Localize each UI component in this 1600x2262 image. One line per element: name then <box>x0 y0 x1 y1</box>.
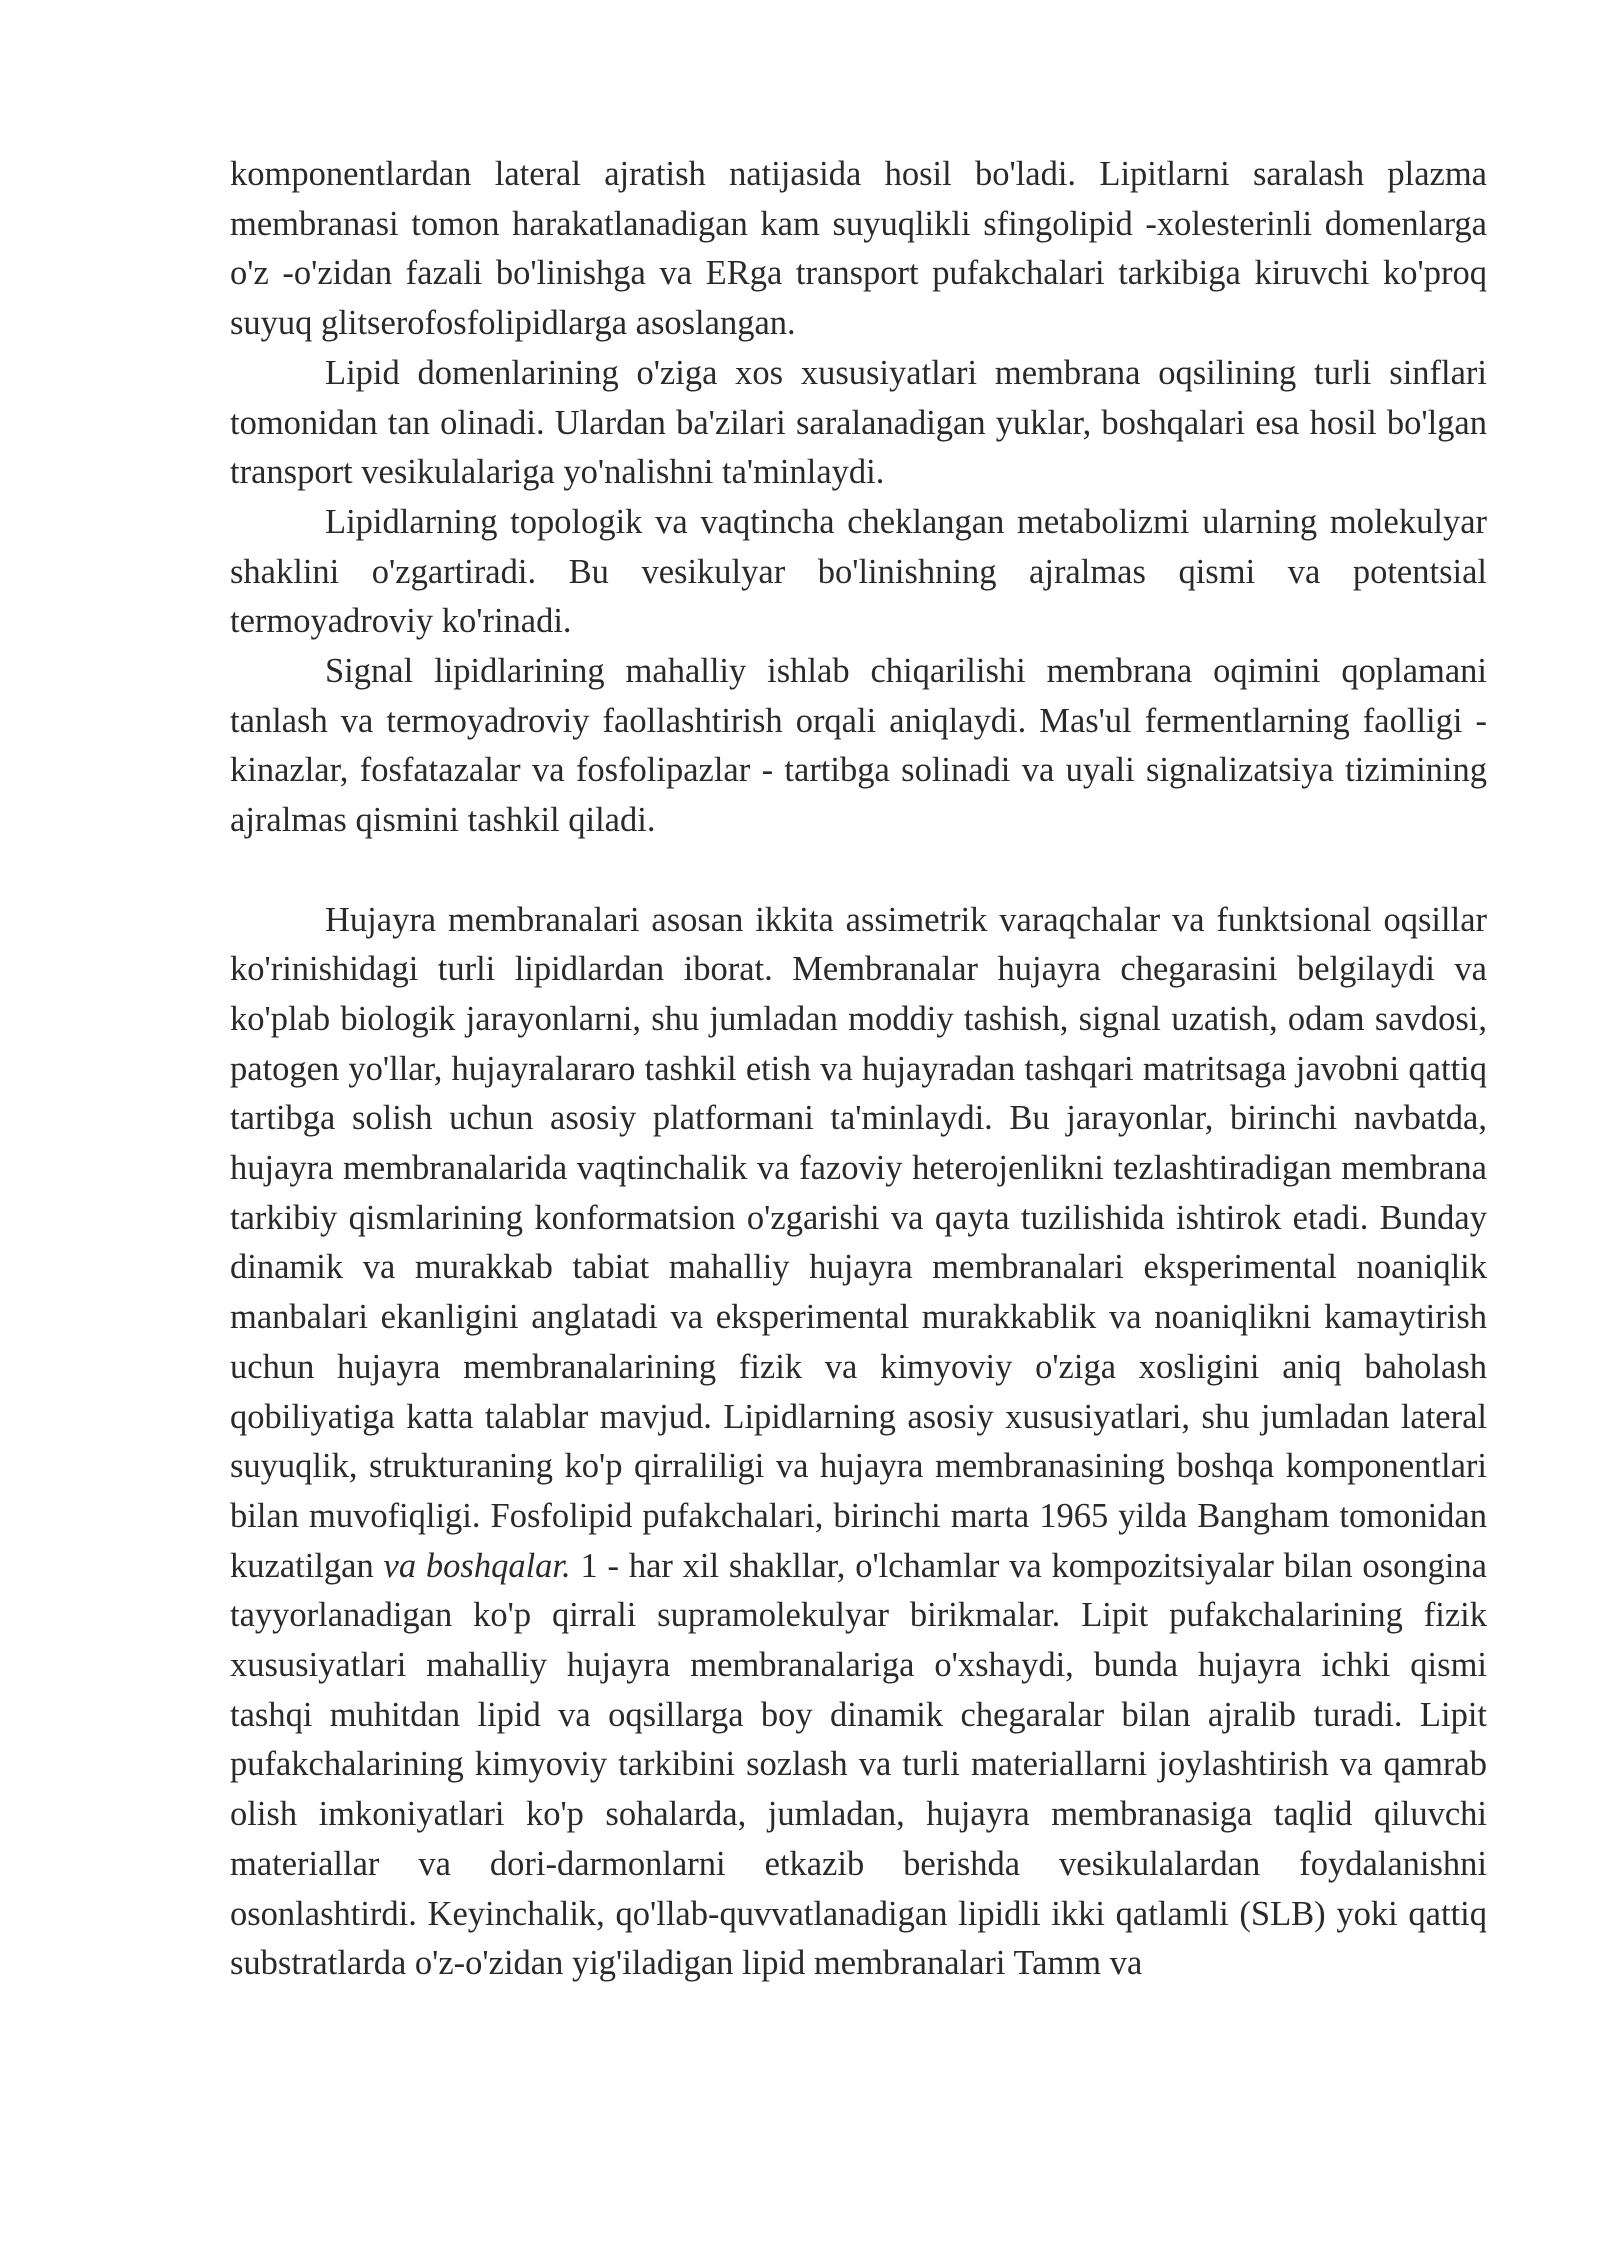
cell-membranes-italic-citation: va boshqalar. <box>383 1546 571 1585</box>
paragraph-lipid-domains: Lipid domenlarining o'ziga xos xususiyatlari membrana oqsilining turli sinflari tomonidan tan olinadi. Ulardan ba'zilari saralanadigan yuklar, boshqalari esa hosil bo'lgan transport vesikulalariga yo'nalishni ta'minlaydi. <box>230 353 1487 492</box>
cell-membranes-text-part-2: 1 - har xil shakllar, o'lchamlar va kompozitsiyalar bilan osongina tayyorlanadigan ko'p qirrali supramolekulyar birikmalar. Lipit pufakchalarining fizik xususiyatlari mahalliy hujayra membranalariga o'xshaydi, bunda hujayra ichki qismi tashqi muhitdan lipid va oqsillarga boy dinamik chegaralar bilan ajralib turadi. Lipit pufakchalarining kimyoviy tarkibini sozlash va turli materiallarni joylashtirish va qamrab olish imkoniyatlari ko'p sohalarda, jumladan, hujayra membranasiga taqlid qiluvchi materiallar va dori-darmonlarni etkazib berishda vesikulalardan foydalanishni osonlashtirdi. Keyinchalik, qo'llab-quvvatlanadigan lipidli ikki qatlamli (SLB) yoki qattiq substratlarda o'z-o'zidan yig'iladigan lipid membranalari Tamm va <box>230 1546 1487 1983</box>
cell-membranes-text-part-1: Hujayra membranalari asosan ikkita assimetrik varaqchalar va funktsional oqsillar ko'rinishidagi turli lipidlardan iborat. Membranalar hujayra chegarasini belgilaydi va ko'plab biologik jarayonlarni, shu jumladan moddiy tashish, signal uzatish, odam savdosi, patogen yo'llar, hujayralararo tashkil etish va hujayradan tashqari matritsaga javobni qattiq tartibga solish uchun asosiy platformani ta'minlaydi. Bu jarayonlar, birinchi navbatda, hujayra membranalarida vaqtinchalik va fazoviy heterojenlikni tezlashtiradigan membrana tarkibiy qismlarining konformatsion o'zgarishi va qayta tuzilishida ishtirok etadi. Bunday dinamik va murakkab tabiat mahalliy hujayra membranalari eksperimental noaniqlik manbalari ekanligini anglatadi va eksperimental murakkablik va noaniqlikni kamaytirish uchun hujayra membranalarining fizik va kimyoviy o'ziga xosligini aniq baholash qobiliyatiga katta talablar mavjud. Lipidlarning asosiy xususiyatlari, shu jumladan lateral suyuqlik, strukturaning ko'p qirraliligi va hujayra membranasining boshqa komponentlari bilan muvofiqligi. Fosfolipid pufakchalari, birinchi marta 1965 yilda Bangham tomonidan kuzatilgan <box>230 900 1487 1585</box>
paragraph-signal-lipids: Signal lipidlarining mahalliy ishlab chiqarilishi membrana oqimini qoplamani tanlash va termoyadroviy faollashtirish orqali aniqlaydi. Mas'ul fermentlarning faolligi - kinazlar, fosfatazalar va fosfolipazlar - tartibga solinadi va uyali signalizatsiya tizimining ajralmas qismini tashkil qiladi. <box>230 652 1487 840</box>
paragraph-spacer <box>230 846 1487 896</box>
paragraph-lipid-topology: Lipidlarning topologik va vaqtincha cheklangan metabolizmi ularning molekulyar shaklini o'zgartiradi. Bu vesikulyar bo'linishning ajralmas qismi va potentsial termoyadroviy ko'rinadi. <box>230 502 1487 641</box>
paragraph-continuation: komponentlardan lateral ajratish natijasida hosil bo'ladi. Lipitlarni saralash plazma membranasi tomon harakatlanadigan kam suyuqlikli sfingolipid -xolesterinli domenlarga o'z -o'zidan fazali bo'linishga va ERga transport pufakchalari tarkibiga kiruvchi ko'proq suyuq glitserofosfolipidlarga asoslangan. <box>230 155 1487 343</box>
document-body <box>230 150 1487 1989</box>
paragraph-cell-membranes <box>230 896 1487 1989</box>
